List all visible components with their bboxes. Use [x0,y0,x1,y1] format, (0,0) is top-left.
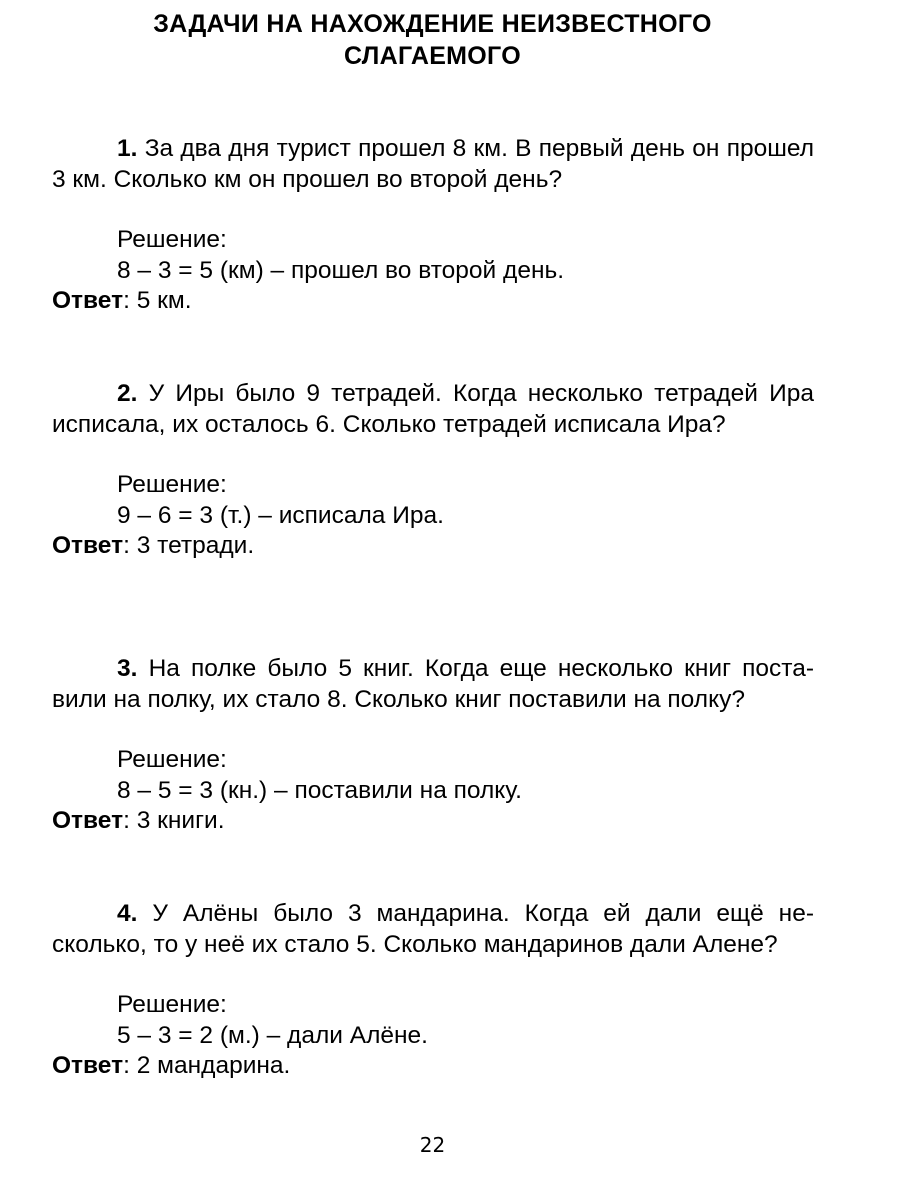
page-title [0,8,865,72]
solution-label: Решение: [117,471,227,498]
problem-number: 1. [117,135,138,162]
solution-equation: 8 – 5 = 3 (кн.) – поставили на полку. [117,776,522,804]
page-title-line-2: СЛАГАЕМОГО [344,42,521,70]
answer-label: Ответ [52,807,124,834]
problem-number: 3. [117,655,138,682]
solution-label: Решение: [117,991,227,1018]
answer-line [52,531,814,562]
problem-text: За два дня турист прошел 8 км. В первый день он прошел 3 км. Сколько км он прошел во второй день? [52,135,814,193]
answer-value: : 3 книги. [123,807,225,834]
solution-equation: 8 – 3 = 5 (км) – прошел во второй день. [117,256,565,284]
problem-1 [52,134,814,317]
answer-line [52,286,814,317]
solution-label: Решение: [117,746,227,773]
solution-block [52,225,814,286]
solution-equation: 9 – 6 = 3 (т.) – исписала Ира. [117,501,444,529]
problem-number: 2. [117,380,138,407]
problem-4 [52,899,814,1082]
answer-line [52,1051,814,1082]
problem-text: У Алёны было 3 мандарина. Когда ей дали ещё не-сколько, то у неё их стало 5. Сколько мандаринов дали Алене? [52,900,814,958]
answer-value: : 2 мандарина. [123,1052,291,1079]
problem-statement [52,654,814,715]
solution-block [52,470,814,531]
problem-3 [52,654,814,837]
answer-value: : 3 тетради. [123,532,255,559]
problem-statement [52,134,814,195]
problem-number: 4. [117,900,138,927]
solution-block [52,745,814,806]
answer-label: Ответ [52,1052,124,1079]
problem-text: На полке было 5 книг. Когда еще несколько книг поста-вили на полку, их стало 8. Сколько книг поставили на полку? [52,655,815,713]
answer-line [52,806,814,837]
problem-statement [52,899,814,960]
page-title-line-1: ЗАДАЧИ НА НАХОЖДЕНИЕ НЕИЗВЕСТНОГО [153,10,712,38]
solution-block [52,990,814,1051]
solution-label: Решение: [117,226,227,253]
problem-statement [52,379,814,440]
problem-text: У Иры было 9 тетрадей. Когда несколько тетрадей Ира исписала, их осталось 6. Сколько тетрадей исписала Ира? [52,380,814,438]
answer-label: Ответ [52,287,124,314]
page-number: 22 [419,1133,446,1157]
answer-label: Ответ [52,532,124,559]
solution-equation: 5 – 3 = 2 (м.) – дали Алёне. [117,1021,428,1049]
problem-2 [52,379,814,562]
answer-value: : 5 км. [123,287,192,314]
